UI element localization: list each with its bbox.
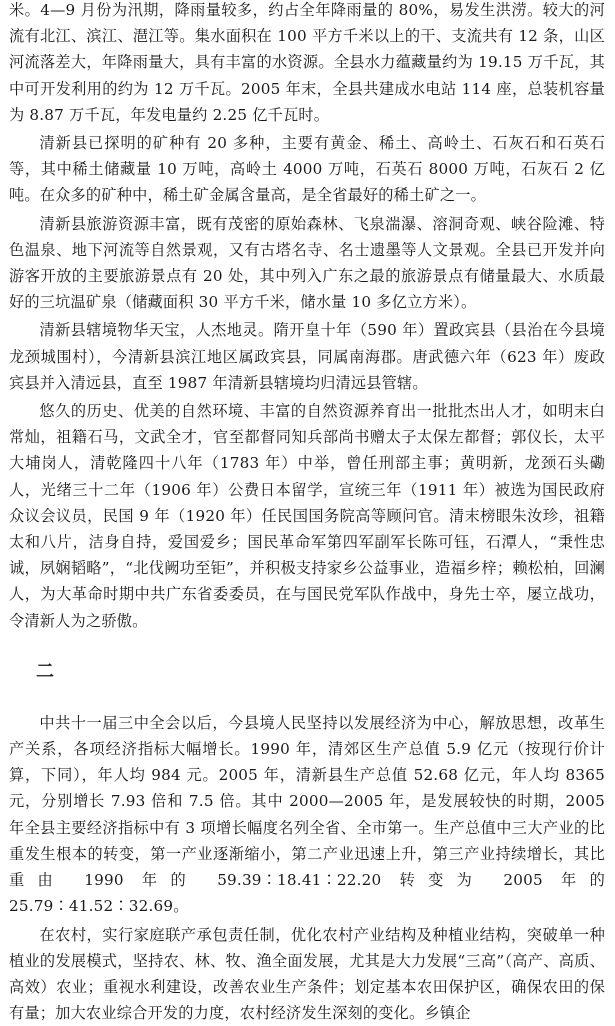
paragraph-tourism: 清新县旅游资源丰富，既有茂密的原始森林、飞泉湍瀑、溶洞奇观、峡谷险滩、特色温泉、地下河流等自然景观，又有古塔名寺、名士遗墨等人文景观。全县已开发并向游客开放的主要旅游景点有 20 处，其中列入广东之最的旅游景点有储量最大、水质最好的三坑温矿泉（储藏面积 30 平方千米，储水量 10 多亿立方米）。 xyxy=(0,211,615,316)
body-text-bottom xyxy=(0,710,615,1026)
paragraph-history: 清新县辖境物华天宝，人杰地灵。隋开皇十年（590 年）置政宾县（县治在今县境龙颈城围村），今清新县滨江地区属政宾县，同属南海郡。唐武德六年（623 年）废政宾县并入清远县，直至 1987 年清新县辖境均归清远县管辖。 xyxy=(0,317,615,396)
section-heading: 二 xyxy=(0,634,615,710)
paragraph-water-resources: 米。4—9 月份为汛期，降雨量较多，约占全年降雨量的 80%，易发生洪涝。较大的河流有北江、滨江、潖江等。集水面积在 100 平方千米以上的干、支流共有 12 条，山区河流落差大，年降雨量大，具有丰富的水资源。全县水力蕴藏量约为 19.15 万千瓦，其中可开发利用的约为 12 万千瓦。2005 年末，全县共建成水电站 114 座，总装机容量为 8.87 万千瓦，年发电量约 2.25 亿千瓦时。 xyxy=(0,0,615,128)
paragraph-minerals: 清新县已探明的矿种有 20 多种，主要有黄金、稀土、高岭土、石灰石和石英石等，其中稀土储藏量 10 万吨，高岭土 4000 万吨，石英石 8000 万吨，石灰石 2 亿吨。在众多的矿种中，稀土矿金属含量高，是全省最好的稀土矿之一。 xyxy=(0,130,615,209)
paragraph-agriculture: 在农村，实行家庭联产承包责任制，优化农村产业结构及种植业结构，突破单一种植业的发展模式，坚持农、林、牧、渔全面发展，尤其是大力发展“三高”（高产、高质、高效）农业；重视水利建设，改善农业生产条件；划定基本农田保护区，确保农田的保有量；加大农业综合开发的力度，农村经济发生深刻的变化。乡镇企 xyxy=(0,922,615,1026)
paragraph-economy: 中共十一届三中全会以后，今县境人民坚持以发展经济为中心，解放思想，改革生产关系，各项经济指标大幅增长。1990 年，清郊区生产总值 5.9 亿元（按现行价计算，下同），年人均 984 元。2005 年，清新县生产总值 52.68 亿元，年人均 8365 元，分别增长 7.93 倍和 7.5 倍。其中 2000—2005 年，是发展较快的时期，2005 年全县主要经济指标中有 3 项增长幅度名列全省、全市第一。生产总值中三大产业的比重发生根本的转变，第一产业逐渐缩小，第二产业迅速上升，第三产业持续增长，其比重由 1990 年的 59.39∶18.41∶22.20 转变为 2005 年的 25.79∶41.52∶32.69。 xyxy=(0,710,615,920)
paragraph-notable-people: 悠久的历史、优美的自然环境、丰富的自然资源养育出一批批杰出人才，如明末白常灿，祖籍石马，文武全才，官至都督同知兵部尚书赠太子太保左都督；郭仪长，太平大埔岗人，清乾隆四十八年（1783 年）中举，曾任刑部主事；黄明新，龙颈石头磡人，光绪三十二年（1906 年）公费日本留学，宣统三年（1911 年）被选为国民政府众议会议员，民国 9 年（1920 年）任民国国务院高等顾问官。清末榜眼朱汝珍，祖籍太和八片，洁身自持，爱国爱乡；国民革命军第四军副军长陈可钰，石潭人，“秉性忠诚，夙娴韬略”，“北伐阙功至钜”，并积极支持家乡公益事业，造福乡梓；赖松柏，回澜人，为大革命时期中共广东省委委员，在与国民党军队作战中，身先士卒，屡立战功，令清新人为之骄傲。 xyxy=(0,398,615,634)
